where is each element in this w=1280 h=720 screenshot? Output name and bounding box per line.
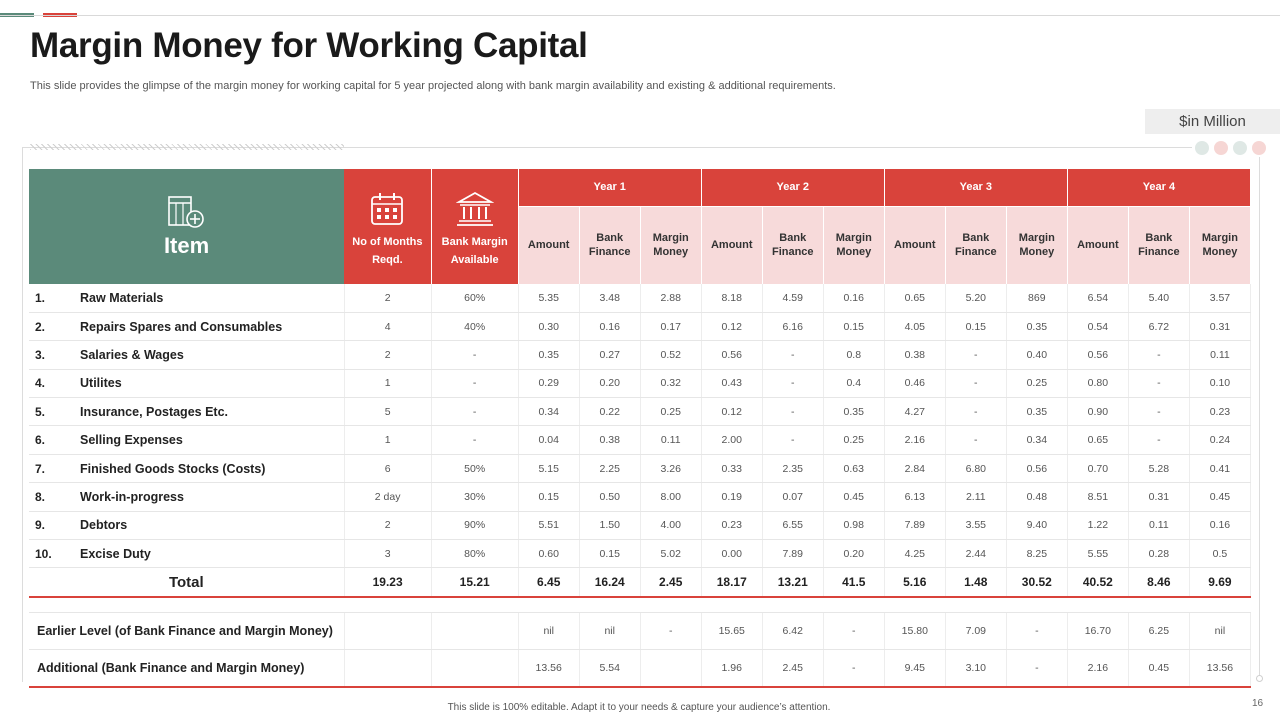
total-value: 5.16 [884, 568, 945, 597]
row-value: 0.16 [823, 284, 884, 312]
header-bank-label: Bank Margin Available [441, 235, 508, 266]
row-value: 0.35 [1006, 312, 1067, 340]
row-item-name: Utilites [74, 369, 344, 397]
row-months: 6 [344, 454, 431, 482]
extra-empty [344, 650, 431, 687]
extra-value: 15.65 [701, 613, 762, 650]
row-value: 0.15 [945, 312, 1006, 340]
row-number: 2. [29, 312, 74, 340]
total-bank: 15.21 [431, 568, 518, 597]
dot-4 [1252, 141, 1266, 155]
row-value: 0.43 [701, 369, 762, 397]
row-value: 0.07 [762, 483, 823, 511]
row-value: 0.23 [701, 511, 762, 539]
total-value: 18.17 [701, 568, 762, 597]
subheader-margin-money: Margin Money [823, 206, 884, 284]
header-months [344, 169, 431, 284]
subheader-margin-money: Margin Money [1189, 206, 1250, 284]
row-value: 0.35 [823, 398, 884, 426]
extra-value: - [640, 613, 701, 650]
table-row [29, 312, 1251, 340]
total-value: 41.5 [823, 568, 884, 597]
extra-row [29, 650, 1251, 687]
extra-value: - [1006, 650, 1067, 687]
row-value: 6.54 [1067, 284, 1128, 312]
row-value: 6.13 [884, 483, 945, 511]
subheader-amount: Amount [701, 206, 762, 284]
footer-note: This slide is 100% editable. Adapt it to your needs & capture your audience’s attention. [447, 702, 831, 713]
total-row [29, 568, 1251, 597]
subheader-amount: Amount [518, 206, 579, 284]
row-value: 3.57 [1189, 284, 1250, 312]
row-value: 0.5 [1189, 540, 1250, 568]
extra-value: nil [1189, 613, 1250, 650]
extra-value: nil [579, 613, 640, 650]
extra-value: 5.54 [579, 650, 640, 687]
row-value: 2.16 [884, 426, 945, 454]
row-bank-margin: - [431, 398, 518, 426]
row-months: 2 day [344, 483, 431, 511]
row-value: 4.25 [884, 540, 945, 568]
row-value: 0.16 [579, 312, 640, 340]
row-value: 0.04 [518, 426, 579, 454]
row-value: 2.35 [762, 454, 823, 482]
table-row [29, 454, 1251, 482]
row-value: 5.51 [518, 511, 579, 539]
table-row [29, 284, 1251, 312]
extra-empty [431, 613, 518, 650]
row-value: 0.31 [1189, 312, 1250, 340]
row-value: 0.56 [1006, 454, 1067, 482]
row-value: 2.88 [640, 284, 701, 312]
row-value: 4.27 [884, 398, 945, 426]
row-value: 5.40 [1128, 284, 1189, 312]
row-value: 0.12 [701, 398, 762, 426]
header-item [29, 169, 344, 284]
header-year-3: Year 3 [884, 169, 1067, 206]
row-value: 0.34 [518, 398, 579, 426]
extra-value: 7.09 [945, 613, 1006, 650]
total-value: 8.46 [1128, 568, 1189, 597]
extra-value: - [823, 613, 884, 650]
row-item-name: Excise Duty [74, 540, 344, 568]
row-value: 0.35 [1006, 398, 1067, 426]
subheader-bank-finance: Bank Finance [762, 206, 823, 284]
dot-3 [1233, 141, 1247, 155]
extra-value: 9.45 [884, 650, 945, 687]
unit-label: $in Million [1145, 109, 1280, 134]
row-number: 9. [29, 511, 74, 539]
row-months: 2 [344, 341, 431, 369]
row-bank-margin: 90% [431, 511, 518, 539]
extra-row-name: Earlier Level (of Bank Finance and Margin Money) [29, 613, 344, 650]
row-value: 2.44 [945, 540, 1006, 568]
row-value: 0.32 [640, 369, 701, 397]
row-value: - [1128, 398, 1189, 426]
row-value: 0.24 [1189, 426, 1250, 454]
row-months: 1 [344, 369, 431, 397]
decorative-dots [1195, 141, 1266, 155]
row-number: 7. [29, 454, 74, 482]
header-months-label: No of Months Reqd. [352, 235, 423, 266]
row-value: 0.65 [1067, 426, 1128, 454]
row-value: 2.00 [701, 426, 762, 454]
row-bank-margin: - [431, 426, 518, 454]
row-value: 0.25 [640, 398, 701, 426]
row-value: 0.48 [1006, 483, 1067, 511]
extra-value: 2.45 [762, 650, 823, 687]
subheader-amount: Amount [884, 206, 945, 284]
row-value: 0.38 [579, 426, 640, 454]
row-value: 0.19 [701, 483, 762, 511]
frame-right-line [1259, 157, 1260, 677]
row-item-name: Repairs Spares and Consumables [74, 312, 344, 340]
table-row [29, 341, 1251, 369]
extra-empty [344, 613, 431, 650]
row-value: - [1128, 341, 1189, 369]
row-value: 3.55 [945, 511, 1006, 539]
spacer-row [29, 597, 1251, 613]
total-label: Total [29, 568, 344, 597]
row-value: 0.25 [1006, 369, 1067, 397]
row-value: 0.41 [1189, 454, 1250, 482]
extra-value: 2.16 [1067, 650, 1128, 687]
row-value: 0.52 [640, 341, 701, 369]
row-value: 0.31 [1128, 483, 1189, 511]
table-body [29, 284, 1251, 687]
spacer-cell [29, 597, 1251, 613]
row-value: 0.50 [579, 483, 640, 511]
extra-value: 15.80 [884, 613, 945, 650]
bank-icon [456, 191, 494, 227]
table-row [29, 426, 1251, 454]
row-value: 8.00 [640, 483, 701, 511]
table-row [29, 369, 1251, 397]
row-value: 869 [1006, 284, 1067, 312]
row-value: 0.22 [579, 398, 640, 426]
row-value: 4.05 [884, 312, 945, 340]
margin-money-table [29, 169, 1251, 688]
row-item-name: Selling Expenses [74, 426, 344, 454]
table-row [29, 511, 1251, 539]
table-row [29, 398, 1251, 426]
row-value: 0.25 [823, 426, 884, 454]
row-value: 0.16 [1189, 511, 1250, 539]
row-value: 0.17 [640, 312, 701, 340]
calculator-icon [167, 195, 207, 229]
table-row [29, 483, 1251, 511]
row-value: 6.16 [762, 312, 823, 340]
extra-value: 0.45 [1128, 650, 1189, 687]
subheader-bank-finance: Bank Finance [1128, 206, 1189, 284]
row-value: 0.56 [1067, 341, 1128, 369]
row-value: 0.80 [1067, 369, 1128, 397]
row-bank-margin: 40% [431, 312, 518, 340]
row-bank-margin: 60% [431, 284, 518, 312]
row-value: 8.18 [701, 284, 762, 312]
row-value: 0.46 [884, 369, 945, 397]
row-bank-margin: - [431, 369, 518, 397]
subheader-bank-finance: Bank Finance [945, 206, 1006, 284]
row-value: - [762, 426, 823, 454]
total-value: 13.21 [762, 568, 823, 597]
row-value: 0.90 [1067, 398, 1128, 426]
page-number: 16 [1252, 698, 1264, 709]
hatch-decoration [30, 144, 344, 150]
row-number: 1. [29, 284, 74, 312]
header-year-2: Year 2 [701, 169, 884, 206]
row-value: 0.40 [1006, 341, 1067, 369]
row-value: 5.02 [640, 540, 701, 568]
row-value: 2.25 [579, 454, 640, 482]
total-value: 40.52 [1067, 568, 1128, 597]
row-value: 0.65 [884, 284, 945, 312]
extra-value: 6.25 [1128, 613, 1189, 650]
row-value: 6.55 [762, 511, 823, 539]
row-value: - [945, 341, 1006, 369]
subheader-amount: Amount [1067, 206, 1128, 284]
extra-value: 1.96 [701, 650, 762, 687]
frame-end-dot [1256, 675, 1263, 682]
extra-value: 3.10 [945, 650, 1006, 687]
row-value: 0.12 [701, 312, 762, 340]
total-value: 9.69 [1189, 568, 1250, 597]
total-value: 16.24 [579, 568, 640, 597]
dot-2 [1214, 141, 1228, 155]
row-value: 2.11 [945, 483, 1006, 511]
row-value: 0.11 [1189, 341, 1250, 369]
total-value: 6.45 [518, 568, 579, 597]
row-value: 0.54 [1067, 312, 1128, 340]
row-months: 2 [344, 284, 431, 312]
total-value: 2.45 [640, 568, 701, 597]
row-value: 9.40 [1006, 511, 1067, 539]
row-value: 0.35 [518, 341, 579, 369]
row-value: 0.4 [823, 369, 884, 397]
row-value: 0.11 [640, 426, 701, 454]
row-value: 4.00 [640, 511, 701, 539]
row-value: 6.72 [1128, 312, 1189, 340]
row-value: 0.20 [823, 540, 884, 568]
frame-left-line [22, 147, 23, 682]
row-number: 5. [29, 398, 74, 426]
row-value: 0.38 [884, 341, 945, 369]
subheader-margin-money: Margin Money [1006, 206, 1067, 284]
row-value: 0.00 [701, 540, 762, 568]
row-value: 0.60 [518, 540, 579, 568]
row-value: 0.15 [579, 540, 640, 568]
total-value: 30.52 [1006, 568, 1067, 597]
row-value: 5.15 [518, 454, 579, 482]
row-number: 3. [29, 341, 74, 369]
row-months: 2 [344, 511, 431, 539]
row-value: 0.33 [701, 454, 762, 482]
row-months: 5 [344, 398, 431, 426]
top-divider [0, 15, 1280, 16]
row-value: - [1128, 369, 1189, 397]
row-value: - [1128, 426, 1189, 454]
row-value: 0.28 [1128, 540, 1189, 568]
row-value: - [762, 341, 823, 369]
row-value: 0.29 [518, 369, 579, 397]
row-value: 0.63 [823, 454, 884, 482]
row-item-name: Raw Materials [74, 284, 344, 312]
row-value: 8.25 [1006, 540, 1067, 568]
extra-value: - [1006, 613, 1067, 650]
row-number: 10. [29, 540, 74, 568]
row-value: 1.50 [579, 511, 640, 539]
row-value: - [945, 398, 1006, 426]
row-item-name: Insurance, Postages Etc. [74, 398, 344, 426]
row-value: 0.23 [1189, 398, 1250, 426]
header-year-4: Year 4 [1067, 169, 1250, 206]
row-bank-margin: 80% [431, 540, 518, 568]
row-months: 3 [344, 540, 431, 568]
row-value: 1.22 [1067, 511, 1128, 539]
row-value: - [762, 369, 823, 397]
header-item-label: Item [163, 232, 210, 258]
calendar-icon [369, 191, 405, 227]
row-value: 0.10 [1189, 369, 1250, 397]
subheader-bank-finance: Bank Finance [579, 206, 640, 284]
row-value: 7.89 [762, 540, 823, 568]
row-value: 0.34 [1006, 426, 1067, 454]
row-value: 5.20 [945, 284, 1006, 312]
subheader-margin-money: Margin Money [640, 206, 701, 284]
row-value: 2.84 [884, 454, 945, 482]
extra-value: 13.56 [1189, 650, 1250, 687]
row-value: 0.98 [823, 511, 884, 539]
row-value: 0.8 [823, 341, 884, 369]
row-value: 0.56 [701, 341, 762, 369]
row-value: 0.30 [518, 312, 579, 340]
row-value: 5.28 [1128, 454, 1189, 482]
row-number: 8. [29, 483, 74, 511]
row-item-name: Debtors [74, 511, 344, 539]
extra-value: nil [518, 613, 579, 650]
header-year-1: Year 1 [518, 169, 701, 206]
row-value: 5.55 [1067, 540, 1128, 568]
row-value: 0.27 [579, 341, 640, 369]
row-item-name: Finished Goods Stocks (Costs) [74, 454, 344, 482]
page-subtitle: This slide provides the glimpse of the margin money for working capital for 5 year projected along with bank margin availability and existing & additional requirements. [30, 80, 836, 92]
row-value: 0.11 [1128, 511, 1189, 539]
header-bank [431, 169, 518, 284]
extra-empty [431, 650, 518, 687]
row-value: 0.45 [823, 483, 884, 511]
row-value: 0.15 [518, 483, 579, 511]
extra-value [640, 650, 701, 687]
extra-row-name: Additional (Bank Finance and Margin Money) [29, 650, 344, 687]
row-number: 4. [29, 369, 74, 397]
row-value: 3.48 [579, 284, 640, 312]
row-value: 0.70 [1067, 454, 1128, 482]
extra-row [29, 613, 1251, 650]
row-bank-margin: - [431, 341, 518, 369]
row-bank-margin: 30% [431, 483, 518, 511]
dot-1 [1195, 141, 1209, 155]
row-value: 4.59 [762, 284, 823, 312]
row-value: 7.89 [884, 511, 945, 539]
row-value: 6.80 [945, 454, 1006, 482]
row-bank-margin: 50% [431, 454, 518, 482]
row-item-name: Salaries & Wages [74, 341, 344, 369]
extra-value: 16.70 [1067, 613, 1128, 650]
row-value: 0.15 [823, 312, 884, 340]
row-months: 4 [344, 312, 431, 340]
row-value: - [945, 369, 1006, 397]
row-value: 8.51 [1067, 483, 1128, 511]
row-value: 5.35 [518, 284, 579, 312]
page-title: Margin Money for Working Capital [30, 26, 588, 65]
extra-value: - [823, 650, 884, 687]
extra-value: 6.42 [762, 613, 823, 650]
total-months: 19.23 [344, 568, 431, 597]
extra-value: 13.56 [518, 650, 579, 687]
row-value: 0.45 [1189, 483, 1250, 511]
row-months: 1 [344, 426, 431, 454]
row-value: 0.20 [579, 369, 640, 397]
row-value: 3.26 [640, 454, 701, 482]
total-value: 1.48 [945, 568, 1006, 597]
row-value: - [762, 398, 823, 426]
row-value: - [945, 426, 1006, 454]
row-item-name: Work-in-progress [74, 483, 344, 511]
row-number: 6. [29, 426, 74, 454]
table-row [29, 540, 1251, 568]
